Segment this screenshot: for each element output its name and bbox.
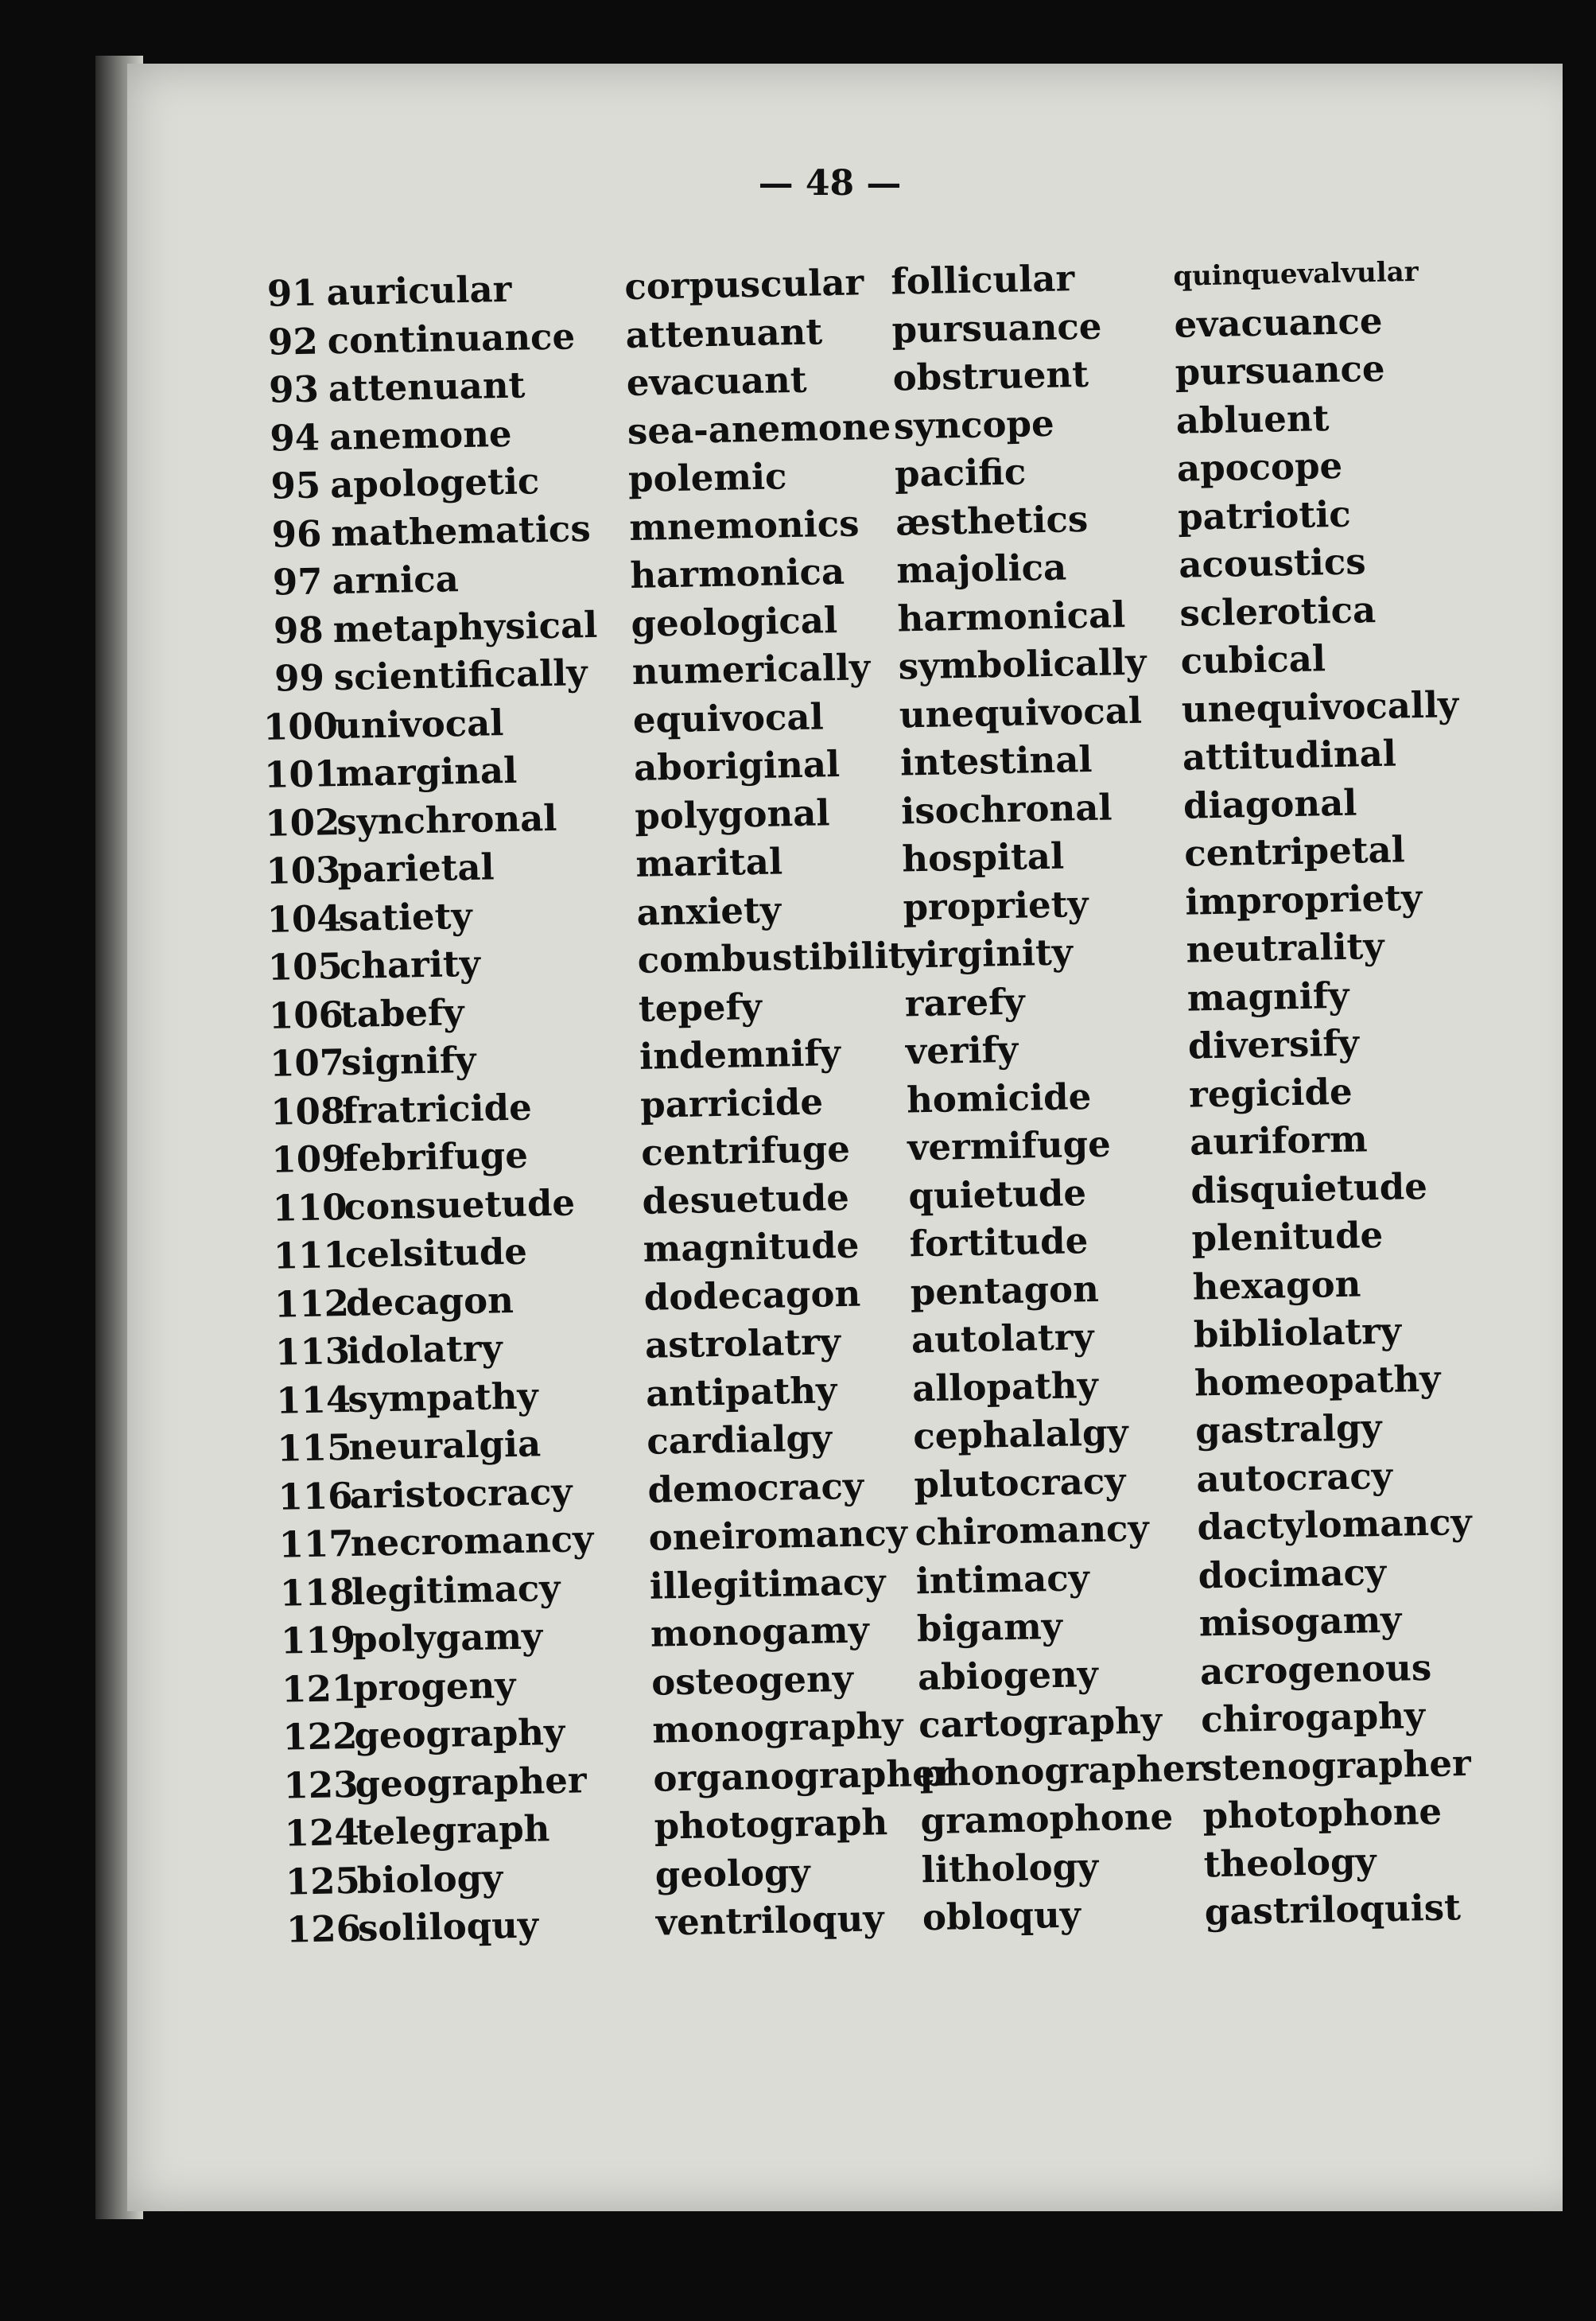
word-col-4: acrogenous [1199, 1646, 1432, 1693]
row-number: 114 [275, 1378, 351, 1422]
word-col-1: aristocracy [349, 1470, 573, 1517]
word-col-3: cartography [918, 1699, 1163, 1747]
word-col-4: centripetal [1183, 828, 1406, 875]
word-col-4: regicide [1188, 1070, 1353, 1116]
word-col-3: pentagon [910, 1267, 1100, 1313]
row-number: 92 [267, 319, 319, 364]
word-col-4: homeopathy [1194, 1357, 1441, 1405]
row-number: 123 [283, 1763, 359, 1807]
row-number: 100 [262, 704, 339, 748]
word-col-4: patriotic [1177, 492, 1352, 538]
word-col-4: bibliolatry [1193, 1309, 1402, 1356]
word-col-3: intimacy [915, 1556, 1090, 1602]
row-number: 126 [285, 1907, 362, 1951]
word-col-3: obloquy [922, 1893, 1081, 1939]
word-col-4: theology [1203, 1839, 1377, 1885]
row-number: 103 [265, 849, 341, 892]
row-number: 125 [285, 1859, 361, 1903]
word-col-2: harmonica [629, 550, 845, 597]
word-col-1: apologetic [329, 460, 540, 507]
word-col-3: intestinal [899, 737, 1093, 784]
word-col-2: equivocal [632, 694, 825, 741]
word-col-3: abiogeny [917, 1652, 1099, 1698]
word-col-1: soliloquy [357, 1903, 539, 1950]
word-col-3: unequivocal [899, 689, 1143, 737]
row-number: 109 [270, 1137, 347, 1181]
word-col-4: docimacy [1198, 1550, 1387, 1597]
word-col-3: obstruent [892, 352, 1089, 399]
page-number: — 48 — [758, 163, 902, 204]
word-col-1: satiety [338, 894, 473, 939]
word-col-2: anxiety [636, 888, 782, 934]
word-col-1: decagon [345, 1278, 515, 1324]
word-col-3: autolatry [911, 1315, 1095, 1362]
word-col-3: gramophone [920, 1795, 1174, 1843]
row-number: 116 [278, 1474, 354, 1518]
row-number: 117 [278, 1522, 355, 1566]
word-col-2: evacuant [626, 358, 807, 405]
word-col-3: vermifuge [907, 1122, 1112, 1169]
word-col-4: disquietude [1190, 1164, 1428, 1212]
word-col-4: stenographer [1201, 1741, 1472, 1789]
row-number: 110 [272, 1185, 348, 1230]
word-col-4: attitudinal [1182, 732, 1397, 779]
row-number: 106 [268, 993, 344, 1037]
word-col-4: magnify [1186, 974, 1349, 1020]
row-number: 124 [284, 1810, 360, 1855]
word-col-4: pursuance [1175, 347, 1385, 394]
word-col-4: chirogaphy [1200, 1694, 1426, 1741]
right-edge [1563, 48, 1596, 2243]
word-col-4: neutrality [1186, 924, 1384, 971]
row-number: 111 [273, 1233, 349, 1277]
word-col-3: allopathy [911, 1363, 1099, 1409]
word-col-1: necromancy [350, 1518, 594, 1565]
word-col-1: celsitude [344, 1230, 528, 1277]
word-col-3: virginity [903, 931, 1074, 977]
word-col-1: fratricide [341, 1086, 533, 1132]
word-col-3: syncope [893, 402, 1055, 448]
word-col-3: phonographer [918, 1746, 1205, 1794]
row-number: 113 [274, 1329, 351, 1374]
word-col-4: dactylomancy [1197, 1500, 1473, 1549]
word-col-3: majolica [895, 546, 1067, 592]
word-col-3: bigamy [916, 1604, 1063, 1650]
word-col-1: consuetude [344, 1180, 576, 1228]
word-col-2: organographer [652, 1751, 954, 1800]
word-col-3: verify [905, 1028, 1019, 1073]
word-col-4: plenitude [1191, 1213, 1384, 1260]
word-col-4: gastriloquist [1204, 1886, 1462, 1934]
word-col-2: numerically [631, 646, 871, 693]
row-number: 122 [282, 1714, 358, 1759]
word-col-2: illegitimacy [649, 1560, 886, 1608]
word-col-4: sclerotica [1179, 588, 1377, 635]
word-col-1: scientifically [333, 651, 588, 699]
word-col-1: progeny [352, 1663, 516, 1709]
word-col-3: follicular [890, 257, 1075, 303]
word-col-4: misogamy [1198, 1598, 1402, 1645]
word-col-4: diagonal [1182, 781, 1357, 827]
word-col-2: osteogeny [650, 1657, 854, 1704]
word-col-1: geography [353, 1710, 565, 1757]
row-number: 96 [271, 511, 322, 556]
word-col-1: parietal [336, 846, 495, 892]
row-number: 119 [280, 1618, 356, 1662]
word-col-1: synchronal [336, 796, 557, 843]
word-col-4: unequivocally [1181, 682, 1459, 731]
word-col-2: democracy [647, 1464, 864, 1511]
row-number: 121 [281, 1666, 357, 1711]
word-col-1: tabefy [340, 990, 464, 1036]
word-col-3: plutocracy [913, 1459, 1126, 1506]
word-col-2: combustibility [637, 933, 926, 982]
word-col-2: corpuscular [623, 261, 864, 309]
word-col-2: astrolatry [644, 1320, 841, 1367]
word-col-2: polygonal [634, 791, 830, 838]
row-number: 112 [274, 1281, 350, 1326]
row-number: 104 [266, 896, 343, 941]
word-col-3: cephalalgy [912, 1411, 1129, 1458]
word-col-1: polygamy [351, 1615, 543, 1661]
word-col-3: propriety [903, 882, 1089, 928]
word-col-3: rarefy [904, 980, 1026, 1024]
word-col-3: pacific [894, 450, 1027, 496]
word-col-2: geology [654, 1850, 811, 1896]
word-col-1: febrifuge [342, 1133, 529, 1180]
word-col-1: auricular [326, 267, 512, 314]
word-col-1: univocal [334, 701, 504, 747]
word-col-3: pursuance [891, 305, 1102, 352]
word-col-2: monogamy [650, 1608, 870, 1655]
word-col-1: legitimacy [351, 1566, 561, 1613]
word-col-2: photograph [654, 1801, 888, 1848]
row-number: 115 [276, 1425, 352, 1470]
word-col-2: monography [651, 1704, 903, 1751]
row-number: 101 [263, 752, 340, 796]
word-col-2: tepefy [638, 985, 763, 1030]
word-col-1: mathematics [330, 507, 592, 554]
row-number: 118 [279, 1570, 355, 1615]
word-col-2: attenuant [625, 309, 823, 356]
word-col-2: mnemonics [628, 501, 860, 549]
row-number: 105 [267, 945, 344, 989]
word-col-2: indemnify [639, 1032, 841, 1078]
word-col-2: oneiromancy [648, 1511, 908, 1559]
row-number: 108 [270, 1089, 346, 1133]
word-col-3: chiromancy [914, 1507, 1150, 1554]
word-col-1: arnica [332, 558, 460, 603]
row-number: 93 [268, 367, 320, 411]
word-col-1: charity [339, 942, 481, 988]
word-col-2: antipathy [645, 1368, 837, 1415]
word-col-4: auriform [1189, 1118, 1369, 1164]
word-col-1: marginal [335, 748, 518, 795]
word-col-3: isochronal [900, 785, 1113, 833]
word-col-1: metaphysical [332, 603, 598, 651]
word-col-4: cubical [1180, 637, 1326, 682]
word-col-1: anemone [328, 412, 512, 458]
word-col-4: impropriety [1184, 876, 1423, 923]
word-col-2: dodecagon [643, 1272, 861, 1319]
word-col-2: sea-anemone [627, 405, 891, 453]
word-col-2: cardialgy [646, 1417, 833, 1463]
word-col-4: diversify [1187, 1021, 1360, 1067]
word-col-4: hexagon [1192, 1262, 1361, 1308]
word-col-2: polemic [627, 455, 787, 501]
word-col-3: symbolically [898, 640, 1147, 688]
word-col-1: sympathy [347, 1374, 539, 1421]
word-col-2: centrifuge [640, 1127, 851, 1174]
row-number: 99 [274, 656, 325, 700]
row-number: 94 [269, 415, 320, 460]
word-col-3: quietude [907, 1171, 1087, 1217]
word-col-4: gastralgy [1194, 1406, 1383, 1452]
word-col-4: quinquevalvular [1172, 255, 1419, 293]
word-list [254, 247, 1527, 1954]
word-col-2: magnitude [643, 1223, 860, 1270]
word-col-4: evacuance [1174, 299, 1383, 346]
word-col-3: lithology [921, 1845, 1099, 1891]
word-col-3: harmonical [897, 593, 1126, 640]
word-col-1: attenuant [328, 364, 526, 410]
word-col-1: continuance [327, 314, 576, 362]
word-col-3: homicide [906, 1075, 1092, 1121]
word-col-4: apocope [1176, 444, 1343, 490]
row-number: 91 [266, 271, 318, 315]
word-col-2: desuetude [642, 1176, 850, 1223]
word-col-1: neuralgia [348, 1422, 542, 1468]
word-col-1: signify [340, 1038, 476, 1084]
word-col-4: autocracy [1195, 1454, 1393, 1501]
word-col-1: geographer [355, 1758, 587, 1806]
word-col-2: ventriloquy [655, 1897, 884, 1944]
word-col-4: photophone [1202, 1790, 1443, 1837]
word-col-3: fortitude [909, 1219, 1089, 1265]
word-col-4: abluent [1175, 396, 1330, 442]
row-number: 102 [264, 800, 340, 845]
row-number: 95 [270, 464, 321, 507]
word-col-2: parricide [639, 1079, 824, 1126]
word-col-2: marital [635, 840, 783, 885]
word-col-3: hospital [901, 834, 1065, 881]
word-col-2: geological [631, 598, 838, 645]
word-col-4: acoustics [1178, 540, 1367, 586]
row-number: 107 [269, 1041, 345, 1085]
row-number: 97 [272, 560, 324, 604]
word-col-1: telegraph [355, 1807, 550, 1853]
row-number: 98 [273, 608, 324, 652]
word-col-1: biology [356, 1856, 503, 1902]
word-col-1: idolatry [346, 1327, 503, 1373]
word-col-3: æsthetics [895, 497, 1089, 544]
word-col-2: aboriginal [633, 742, 841, 789]
